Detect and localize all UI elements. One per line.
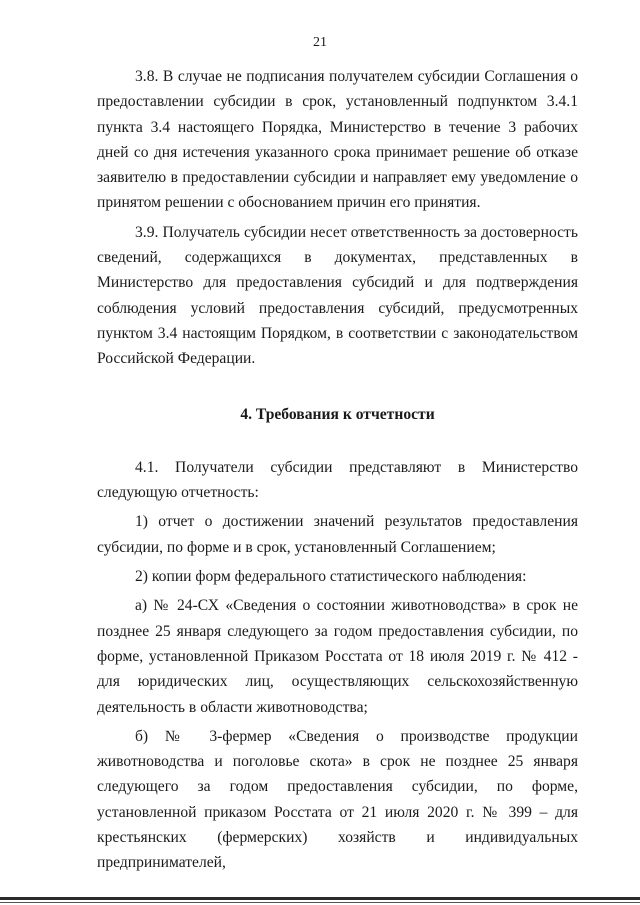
page-number: 21 <box>313 35 327 50</box>
list-item-1: 1) отчет о достижении значений результатов предоставления субсидии, по форме и в срок, установленный Соглашением; <box>97 513 578 556</box>
list-item-2a: а) № 24-СХ «Сведения о состоянии животноводства» в срок не позднее 25 января следующего за годом предоставления субсидии, по форме, установленной Приказом Росстата от 18 июля 2019 г. № 412 - для юридических лиц, осуществляющих сельскохозяйственную деятельность в области животноводства; <box>97 597 578 716</box>
paragraph-4-1: 4.1. Получатели субсидии представляют в Министерство следующую отчетность: <box>97 458 578 502</box>
section-4-heading: 4. Требования к отчетности <box>240 405 435 423</box>
paragraph-3-9: 3.9. Получатель субсидии несет ответственность за достоверность сведений, содержащихся в документах, представленных в Министерство для предоставления субсидий и для подтверждения соблюдения условий предоставления субсидий, предусмотренных пунктом 3.4 настоящим Порядком, в соответствии с законодательством Российской Федерации. <box>97 223 578 368</box>
document-body <box>97 64 578 876</box>
list-item-2b: б) № 3-фермер «Сведения о производстве продукции животноводства и поголовье скота» в срок не позднее 25 января следующего за годом предоставления субсидии, по форме, установленной приказом Росстата от 21 июля 2020 г. № 399 – для крестьянских (фермерских) хозяйств и индивидуальных предпринимателей, <box>97 727 578 872</box>
page-bottom-edge-shadow <box>0 902 640 903</box>
list-item-2: 2) копии форм федерального статистического наблюдения: <box>135 568 527 586</box>
paragraph-3-8: 3.8. В случае не подписания получателем субсидии Соглашения о предоставлении субсидии в срок, установленный подпунктом 3.4.1 пункта 3.4 настоящего Порядка, Министерство в течение 3 рабочих дней со дня истечения указанного срока принимает решение об отказе заявителю в предоставлении субсидии и направляет ему уведомление о принятом решении с обоснованием причин его принятия. <box>97 68 578 212</box>
page-bottom-edge <box>0 897 640 900</box>
